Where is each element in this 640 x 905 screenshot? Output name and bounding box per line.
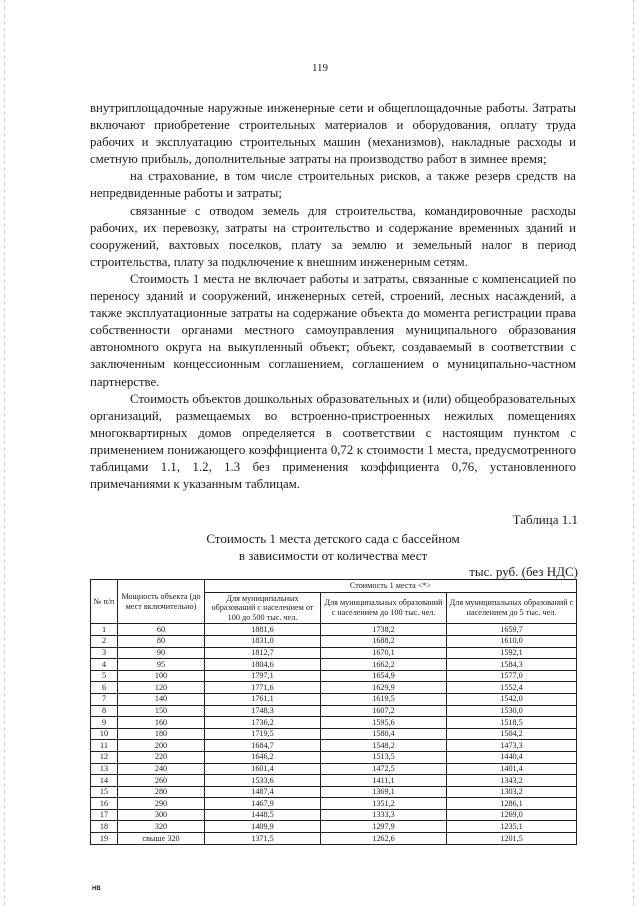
cell-col-a: 1371,5: [205, 833, 321, 845]
cell-col-c: 1235,1: [447, 821, 577, 833]
cell-num: 14: [91, 775, 118, 787]
cell-col-a: 1748,3: [205, 705, 321, 717]
table-row: [91, 728, 577, 740]
cell-num: 2: [91, 635, 118, 647]
cell-num: 6: [91, 682, 118, 694]
units-label: тыс. руб. (без НДС): [469, 564, 578, 579]
cell-col-c: 1530,0: [447, 705, 577, 717]
table-row: [91, 809, 577, 821]
footer-mark: НВ: [92, 886, 101, 892]
cell-capacity: 220: [118, 751, 205, 763]
cell-capacity: 290: [118, 798, 205, 810]
cell-col-c: 1201,5: [447, 833, 577, 845]
cell-capacity: 150: [118, 705, 205, 717]
cell-capacity: 90: [118, 647, 205, 659]
cell-col-a: 1812,7: [205, 647, 321, 659]
cell-capacity: свыше 320: [118, 833, 205, 845]
cell-capacity: 140: [118, 693, 205, 705]
cell-col-b: 1297,9: [321, 821, 447, 833]
cell-num: 12: [91, 751, 118, 763]
page-number: 119: [311, 62, 329, 74]
cell-num: 10: [91, 728, 118, 740]
cell-capacity: 300: [118, 809, 205, 821]
table-row: [91, 624, 577, 636]
table-row: [91, 659, 577, 671]
cell-capacity: 320: [118, 821, 205, 833]
cell-col-b: 1654,9: [321, 670, 447, 682]
body-text: [90, 100, 576, 493]
cell-col-c: 1542,0: [447, 693, 577, 705]
cell-col-b: 1670,1: [321, 647, 447, 659]
cell-col-c: 1584,3: [447, 659, 577, 671]
cell-num: 8: [91, 705, 118, 717]
cell-num: 4: [91, 659, 118, 671]
cell-capacity: 240: [118, 763, 205, 775]
table-title: [90, 530, 576, 564]
cell-col-c: 1610,0: [447, 635, 577, 647]
table-row: [91, 833, 577, 845]
cell-num: 1: [91, 624, 118, 636]
cell-col-b: 1472,5: [321, 763, 447, 775]
table-label: Таблица 1.1: [512, 512, 578, 527]
cell-num: 13: [91, 763, 118, 775]
cell-capacity: 260: [118, 775, 205, 787]
table-row: [91, 635, 577, 647]
cell-num: 19: [91, 833, 118, 845]
cell-col-c: 1504,2: [447, 728, 577, 740]
cell-capacity: 60: [118, 624, 205, 636]
header-col-c: Для муниципальных образований с населением до 5 тыс. чел.: [447, 592, 577, 624]
cell-col-c: 1269,0: [447, 809, 577, 821]
table-row: [91, 740, 577, 752]
cell-col-b: 1619,5: [321, 693, 447, 705]
header-capacity: Мощность объекта (до мест включительно): [118, 580, 205, 624]
table-row: [91, 670, 577, 682]
header-num: № п/п: [91, 580, 118, 624]
cell-col-b: 1607,2: [321, 705, 447, 717]
cell-col-a: 1409,9: [205, 821, 321, 833]
cell-col-c: 1473,3: [447, 740, 577, 752]
cell-num: 9: [91, 717, 118, 729]
cell-num: 11: [91, 740, 118, 752]
cell-col-b: 1369,1: [321, 786, 447, 798]
table-row: [91, 786, 577, 798]
cell-col-a: 1804,6: [205, 659, 321, 671]
table-row: [91, 682, 577, 694]
cell-col-a: 1467,9: [205, 798, 321, 810]
right-scan-edge: [633, 0, 634, 905]
table-row: [91, 751, 577, 763]
cell-col-a: 1736,2: [205, 717, 321, 729]
cell-col-c: 1518,5: [447, 717, 577, 729]
table-row: [91, 717, 577, 729]
cell-col-b: 1513,5: [321, 751, 447, 763]
cell-capacity: 100: [118, 670, 205, 682]
cell-capacity: 80: [118, 635, 205, 647]
table-row: [91, 647, 577, 659]
table-row: [91, 705, 577, 717]
cell-col-c: 1440,4: [447, 751, 577, 763]
cell-num: 7: [91, 693, 118, 705]
cell-capacity: 95: [118, 659, 205, 671]
cell-col-b: 1548,2: [321, 740, 447, 752]
cell-col-a: 1487,4: [205, 786, 321, 798]
table-row: [91, 763, 577, 775]
cell-col-c: 1303,2: [447, 786, 577, 798]
cell-num: 18: [91, 821, 118, 833]
cell-num: 15: [91, 786, 118, 798]
cell-col-a: 1719,5: [205, 728, 321, 740]
paragraph: Стоимость 1 места не включает работы и затраты, связанные с компенсацией по переносу зданий и сооружений, инженерных сетей, строений, лесных насаждений, а также эксплуатационные затраты на содержание объекта до момента регистрации права собственности органами местного самоуправления муниципального образования автономного округа на выкупленный объект; объект, создаваемый в соответствии с заключенным концессионным соглашением, соглашением о муниципально-частном партнерстве.: [90, 271, 576, 389]
header-cost-group: Стоимость 1 места <*>: [205, 580, 577, 593]
table-body: [91, 624, 577, 844]
table-row: [91, 821, 577, 833]
cell-capacity: 160: [118, 717, 205, 729]
cell-col-a: 1797,1: [205, 670, 321, 682]
cell-col-a: 1831,0: [205, 635, 321, 647]
paragraph: Стоимость объектов дошкольных образовательных и (или) общеобразовательных организаций, размещаемых во встроенно-пристроенных нежилых помещениях многоквартирных домов определяется в соответствии с настоящим пунктом с применением понижающего коэффициента 0,72 к стоимости 1 места, предусмотренного таблицами 1.1, 1.2, 1.3 без применения коэффициента 0,76, установленного примечаниями к указанным таблицам.: [90, 391, 576, 492]
cell-col-a: 1646,2: [205, 751, 321, 763]
cost-table: [90, 579, 577, 845]
cell-num: 3: [91, 647, 118, 659]
cell-col-a: 1533,6: [205, 775, 321, 787]
table-title-line: в зависимости от количества мест: [238, 548, 428, 563]
cell-col-b: 1629,9: [321, 682, 447, 694]
left-scan-edge: [4, 0, 5, 905]
cell-col-c: 1592,1: [447, 647, 577, 659]
cell-col-a: 1761,1: [205, 693, 321, 705]
cell-col-c: 1577,0: [447, 670, 577, 682]
table-header-row: [91, 580, 577, 593]
cell-num: 17: [91, 809, 118, 821]
cell-capacity: 200: [118, 740, 205, 752]
paragraph: связанные с отводом земель для строительства, командировочные расходы рабочих, их перевозку, затраты на строительство и содержание временных зданий и сооружений, вахтовых поселков, плату за землю и земельный налог в период строительства, плату за подключение к внешним инженерным сетям.: [90, 203, 576, 269]
cell-num: 16: [91, 798, 118, 810]
cell-col-b: 1580,4: [321, 728, 447, 740]
cell-capacity: 120: [118, 682, 205, 694]
table-row: [91, 798, 577, 810]
cell-col-b: 1262,6: [321, 833, 447, 845]
cell-col-b: 1662,2: [321, 659, 447, 671]
cell-num: 5: [91, 670, 118, 682]
cell-col-b: 1738,2: [321, 624, 447, 636]
cell-col-a: 1601,4: [205, 763, 321, 775]
cell-capacity: 180: [118, 728, 205, 740]
header-col-a: Для муниципальных образований с населением от 100 до 500 тыс. чел.: [205, 592, 321, 624]
header-col-b: Для муниципальных образований с населением до 100 тыс. чел.: [321, 592, 447, 624]
cell-col-b: 1411,1: [321, 775, 447, 787]
paragraph: на страхование, в том числе строительных рисков, а также резерв средств на непредвиденные работы и затраты;: [90, 169, 576, 201]
cell-col-b: 1595,6: [321, 717, 447, 729]
cell-col-a: 1448,5: [205, 809, 321, 821]
cell-col-b: 1351,2: [321, 798, 447, 810]
cell-col-c: 1552,4: [447, 682, 577, 694]
cell-col-c: 1401,4: [447, 763, 577, 775]
cell-col-c: 1659,7: [447, 624, 577, 636]
cell-col-a: 1881,6: [205, 624, 321, 636]
cell-col-b: 1333,3: [321, 809, 447, 821]
table-title-line: Стоимость 1 места детского сада с бассейном: [206, 531, 460, 546]
cell-col-c: 1286,1: [447, 798, 577, 810]
cell-col-a: 1684,7: [205, 740, 321, 752]
table-row: [91, 693, 577, 705]
cell-col-c: 1343,2: [447, 775, 577, 787]
paragraph: внутриплощадочные наружные инженерные сети и общеплощадочные работы. Затраты включают приобретение строительных материалов и оборудования, оплату труда рабочих и эксплуатацию строительных машин (механизмов), накладные расходы и сметную прибыль, дополнительные затраты на производство работ в зимнее время;: [90, 101, 576, 167]
cell-col-b: 1688,2: [321, 635, 447, 647]
cell-col-a: 1771,6: [205, 682, 321, 694]
cell-capacity: 280: [118, 786, 205, 798]
table-row: [91, 775, 577, 787]
